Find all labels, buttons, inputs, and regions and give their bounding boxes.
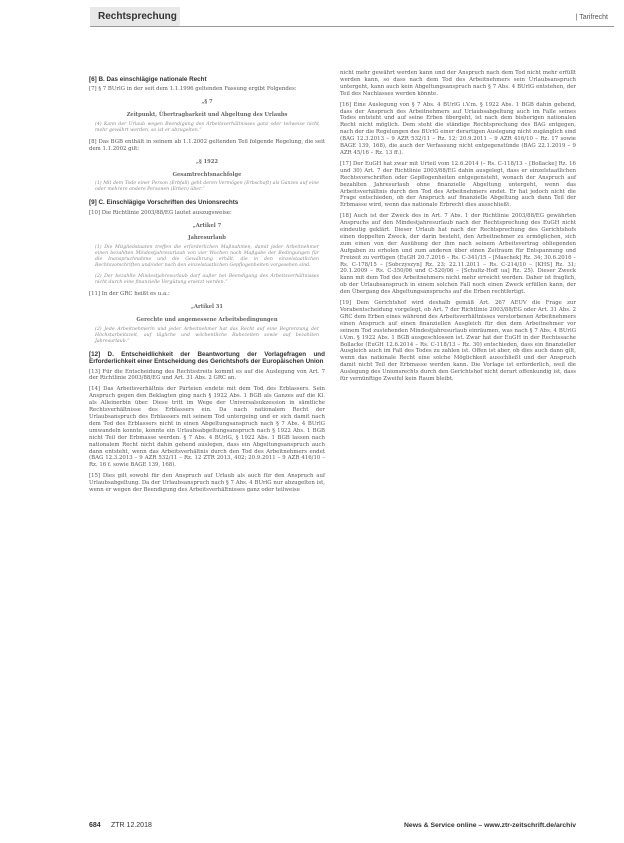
paragraph: [14] Das Arbeitsverhältnis der Parteien endete mit dem Tod des Erblassers. Sein Anspruch gegen den Beklagten ging nach § 1922 Abs. 1 BGB als Ganzes auf die Kl. als Alleinerbin über. Diese tritt im Wege der Universalsukzession in sämtliche Rechtsverhältnisse des Erblassers ein. Da nach nationalem Recht der Urlaubsanspruch des Erblassers mit seinem Tod untergeing und er sich damit nach dem Tod des Erblassers nicht in einen Abgeltungsanspruch nach § 7 Abs. 4 BUrlG umwandeln konnte, konnte ein Urlaubsabgeltungsanspruch nach § 1922 Abs. 1 BGB nicht Teil der Erbmasse werden. § 7 Abs. 4 BUrlG, § 1922 Abs. 1 BGB lassen nach nationalem Recht nicht dahin gehend auslegen, dass ein Abgeltungsanspruch auch dann entsteht, wenn das Arbeitsverhältnis durch den Tod des Arbeitnehmers endet (BAG 12.3.2013 – 9 AZR 532/11 – Rz. 12 ZTR 2013, 402; 20.9.2011 – 9 AZR 416/10 – Rz. 16 f. sowie BAGE 139, 168). <box>89 386 325 469</box>
journal-issue: ZTR 12.2018 <box>111 822 152 829</box>
paragraph: [18] Auch ist der Zweck des in Art. 7 Abs. 1 der Richtlinie 2003/88/EG gewährten Anspruchs auf den Mindestjahresurlaub nach der Rechtsprechung des EuGH nicht eindeutig geklärt. Dieser Urlaub hat nach der Rechtsprechung des Gerichtshofs einen doppelten Zweck, der darin besteht, den Arbeitnehmer zu ermöglichen, sich zum einen von der Ausübung der ihm nach seinem Arbeitsvertrag obliegenden Aufgaben zu erholen und zum anderen über einen Zeitraum für Entspannung und Freizeit zu verfügen (EuGH 20.7.2016 – Rs. C-341/15 – [Maschek] Rz. 34; 30.6.2016 – Rs. C-178/15 – [Sobczyszyn] Rz. 23; 22.11.2011 – Rs. C-214/10 – [KHS] Rz. 31; 20.1.2009 – Rs. C-350/06 und C-520/06 – [Schultz-Hoff ua] Rz. 25). Dieser Zweck kann mit dem Tod des Arbeitnehmers nicht mehr erreicht werden. Daher ist fraglich, ob der Urlaubsanspruch in einem solchen Fall noch einen Zweck erfüllen kann, der den Übergang des Abgeltungsanspruchs auf die Erben rechtfertigt. <box>340 213 576 296</box>
statute-quote: (2) Jede Arbeitnehmerin und jeder Arbeitnehmer hat das Recht auf eine Begrenzung der Höchstarbeitszeit, auf tägliche und wöchentliche Ruhezeiten sowie auf bezahlten Jahresurlaub.“ <box>95 326 319 344</box>
page-number: 684 <box>89 822 101 829</box>
statute-title: Gesamtrechtsnachfolge <box>172 171 242 178</box>
header-divider <box>90 26 614 27</box>
paragraph: [13] Für die Entscheidung des Rechtsstreits kommt es auf die Auslegung von Art. 7 der Richtlinie 2003/88/EG und Art. 31 Abs. 2 GRC an. <box>89 368 325 382</box>
paragraph: [10] Die Richtlinie 2003/88/EG lautet auszugsweise: <box>89 209 232 216</box>
section-heading: [12] D. Entscheidlichkeit der Beantwortung der Vorlagefragen und Erforderlichkeit einer Entscheidung des Gerichtshofs der Europäischen Union <box>89 350 325 366</box>
paragraph: [16] Eine Auslegung von § 7 Abs. 4 BUrlG i.V.m. § 1922 Abs. 1 BGB dahin gehend, dass der Anspruch des Arbeitnehmers auf Urlaubsabgeltung auch im Falle seines Todes entsteht und auf seine Erben übergeht, ist nach dem bisherigen nationalen Recht nicht möglich. Dem steht die ständige Rechtsprechung des BAG entgegen, nach der die Regelungen des BUrlG einer derartigen Auslegung nicht zugänglich sind (BAG 12.3.2013 – 9 AZR 532/11 – Rz. 12; 20.9.2011 – 9 AZR 416/10 – Rz. 17 sowie BAGE 139, 168), die auch der Verfassung nicht entgegenstünde (BAG 22.1.2019 – 9 AZR 45/16 – Rz. 13 ff.). <box>340 101 576 156</box>
paragraph: [17] Der EuGH hat zwar mit Urteil vom 12.6.2014 (– Rs. C-118/13 – [Bollacke] Rz. 16 und 30) Art. 7 der Richtlinie 2003/88/EG dahin ausgelegt, dass er einzelstaatlichen Rechtsvorschriften oder Gepflogenheiten entgegensteht, wonach der Anspruch auf bezahlten Jahresurlaub ohne finanzielle Abgeltung untergeht, wenn das Arbeitsverhältnis durch den Tod des Arbeitnehmers endet. Er hat jedoch nicht die Frage entschieden, ob der Anspruch auf finanzielle Abgeltung auch dann Teil der Erbmasse wird, wenn das nationale Erbrecht dies ausschließt. <box>340 160 576 209</box>
section-heading: [6] B. Das einschlägige nationale Recht <box>89 76 207 83</box>
statute-quote: (1) Mit dem Tode einer Person (Erbfall) geht deren Vermögen (Erbschaft) als Ganzes auf eine oder mehrere andere Personen (Erben) über.“ <box>95 181 319 193</box>
page-footer <box>89 822 576 834</box>
paragraph: [11] In der GRC heißt es u.a.: <box>89 291 170 298</box>
statute-title: „Artikel 31 <box>191 304 223 311</box>
paragraph: [19] Dem Gerichtshof wird deshalb gemäß Art. 267 AEUV die Frage zur Vorabentscheidung vorgelegt, ob Art. 7 der Richtlinie 2003/88/EG oder Art. 31 Abs. 2 GRC dem Erben eines während des Arbeitsverhältnisses verstorbenen Arbeitnehmers einen Anspruch auf einen finanziellen Ausgleich für den dem Arbeitnehmer vor seinem Tod zustehenden Mindestjahresurlaub einräumen, was nach § 7 Abs. 4 BUrlG i.V.m. § 1922 Abs. 1 BGB ausgeschlossen ist. Zwar hat der EuGH in der Rechtssache Bollacke (EuGH 12.6.2014 – Rs. C-118/13 – Rz. 30) entschieden, dass ein finanzieller Ausgleich auch im Fall des Todes zu zahlen ist. Offen ist aber, ob dies auch dann gilt, wenn das nationale Recht eine solche Möglichkeit ausschließt und der Anspruch damit nicht Teil der Erbmasse werden kann. Die Vorlage ist erforderlich, weil die Auslegung des Unionsrechts durch den Gerichtshof nicht derart offenkundig ist, dass für vernünftige Zweifel kein Raum bleibt. <box>340 300 576 383</box>
statute-title: Jahresurlaub <box>188 235 226 242</box>
statute-title: „Artikel 7 <box>192 222 222 229</box>
statute-title: „§ 7 <box>201 99 213 106</box>
left-column <box>89 70 325 498</box>
statute-title: Zeitpunkt, Übertragbarkeit und Abgeltung des Urlaubs <box>126 112 288 119</box>
paragraph: [7] § 7 BUrlG in der seit dem 1.1.1996 geltenden Fassung ergibt Folgendes: <box>89 86 297 93</box>
statute-title: Gerechte und angemessene Arbeitsbedingungen <box>136 316 278 323</box>
statute-title: „§ 1922 <box>196 158 218 165</box>
section-heading: [9] C. Einschlägige Vorschriften des Unionsrechts <box>89 199 239 207</box>
header-section-title: Rechtsprechung <box>98 11 177 22</box>
statute-quote: (2) Der bezahlte Mindestjahresurlaub darf außer bei Beendigung des Arbeitsverhältnisses nicht durch eine finanzielle Vergütung ersetzt werden.“ <box>95 274 319 286</box>
archive-link[interactable]: News & Service online – www.ztr-zeitschrift.de/archiv <box>404 822 576 829</box>
page-header <box>68 7 614 27</box>
paragraph: [15] Dies gilt sowohl für den Anspruch auf Urlaub als auch für den Anspruch auf Urlaubsabgeltung. Da der Urlaubsanspruch nach § 7 Abs. 4 BUrlG nur abzugelten ist, wenn er wegen der Beendigung des Arbeitsverhältnisses ganz oder teilweise <box>89 473 325 494</box>
header-category: | Tarifrecht <box>575 14 608 21</box>
paragraph: [8] Das BGB enthält in seinem ab 1.1.2002 geltenden Teil folgende Regelung, die seit dem 1.1.2002 gilt: <box>89 138 325 152</box>
statute-quote: (4) Kann der Urlaub wegen Beendigung des Arbeitsverhältnisses ganz oder teilweise nicht mehr gewährt werden, so ist er abzugelten.“ <box>95 121 319 133</box>
right-column <box>340 70 576 387</box>
statute-quote: (1) Die Mitgliedstaaten treffen die erforderlichen Maßnahmen, damit jeder Arbeitnehmer einen bezahlten Mindestjahresurlaub von vier Wochen nach Maßgabe der Bedingungen für die Inanspruchnahme und die Gewährung erhält, die in den einzelstaatlichen Rechtsvorschriften und/oder nach den einzelstaatlichen Gepflogenheiten vorgesehen sind. <box>95 245 319 269</box>
paragraph: nicht mehr gewährt werden kann und der Anspruch nach dem Tod nicht mehr erfüllt werden kann, so dass nach dem Tod des Arbeitnehmers sein Urlaubsanspruch untergeht, kann auch kein Abgeltungsanspruch nach § 7 Abs. 4 BUrlG entstehen, der Teil des Nachlasses werden könnte. <box>340 70 576 97</box>
